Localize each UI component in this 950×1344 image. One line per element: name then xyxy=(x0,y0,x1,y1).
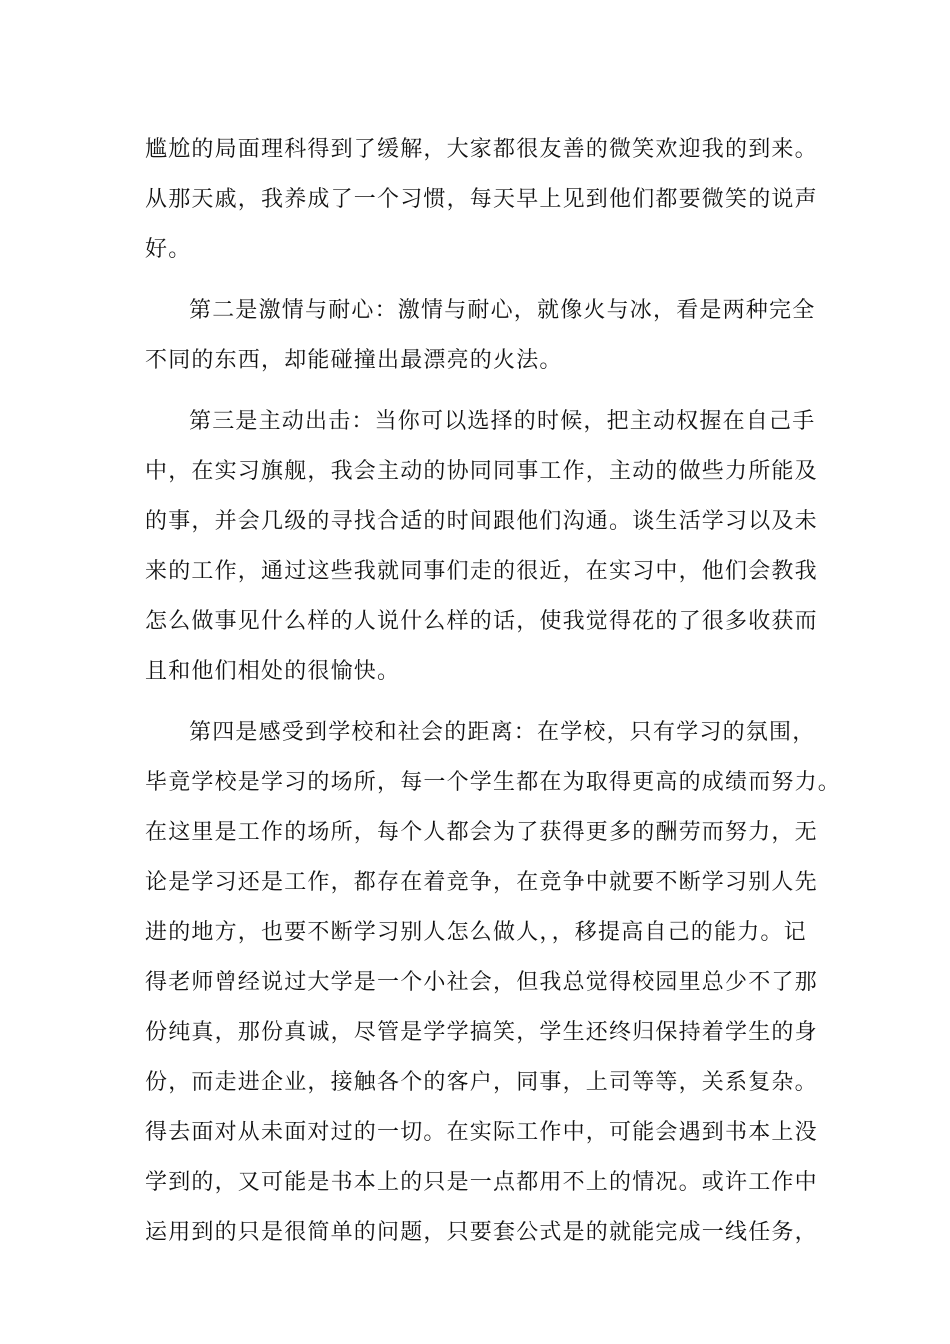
text-line: 份，而走进企业，接触各个的客户，同事，上司等等，关系复杂。 xyxy=(145,1070,818,1095)
text-line: 且和他们相处的很愉快。 xyxy=(145,659,401,684)
text-line: 毕竟学校是学习的场所，每一个学生都在为取得更高的成绩而努力。 xyxy=(145,770,842,795)
text-line: 从那天戚，我养成了一个习惯，每天早上见到他们都要微笑的说声 xyxy=(145,187,818,212)
text-line: 得去面对从未面对过的一切。在实际工作中，可能会遇到书本上没 xyxy=(145,1120,818,1145)
text-line: 论是学习还是工作，都存在着竞争，在竞争中就要不断学习别人先 xyxy=(145,870,818,895)
text-line: 尴尬的局面理科得到了缓解，大家都很友善的微笑欢迎我的到来。 xyxy=(145,137,818,162)
text-line: 好。 xyxy=(145,237,192,262)
paragraph-first-line: 第三是主动出击：当你可以选择的时候，把主动权握在自己手 xyxy=(189,409,816,434)
text-line: 不同的东西，却能碰撞出最漂亮的火法。 xyxy=(145,348,563,373)
paragraph-first-line: 第二是激情与耐心：激情与耐心，就像火与冰，看是两种完全 xyxy=(189,298,816,323)
text-line: 来的工作，通过这些我就同事们走的很近，在实习中，他们会教我 xyxy=(145,559,818,584)
text-line: 进的地方，也要不断学习别人怎么做人，，移提高自己的能力。记 xyxy=(145,920,807,945)
text-line: 的事，并会几级的寻找合适的时间跟他们沟通。谈生活学习以及未 xyxy=(145,509,818,534)
text-line: 运用到的只是很简单的问题，只要套公式是的就能完成一线任务， xyxy=(145,1220,818,1245)
text-line: 在这里是工作的场所，每个人都会为了获得更多的酬劳而努力，无 xyxy=(145,820,818,845)
text-line: 得老师曾经说过大学是一个小社会，但我总觉得校园里总少不了那 xyxy=(145,970,818,995)
text-line: 中，在实习旗舰，我会主动的协同同事工作，主动的做些力所能及 xyxy=(145,459,818,484)
text-line: 学到的，又可能是书本上的只是一点都用不上的情况。或许工作中 xyxy=(145,1170,818,1195)
text-line: 怎么做事见什么样的人说什么样的话，使我觉得花的了很多收获而 xyxy=(145,609,818,634)
paragraph-first-line: 第四是感受到学校和社会的距离：在学校，只有学习的氛围， xyxy=(189,720,816,745)
text-line: 份纯真，那份真诚，尽管是学学搞笑，学生还终归保持着学生的身 xyxy=(145,1020,818,1045)
document-body xyxy=(145,125,842,1258)
